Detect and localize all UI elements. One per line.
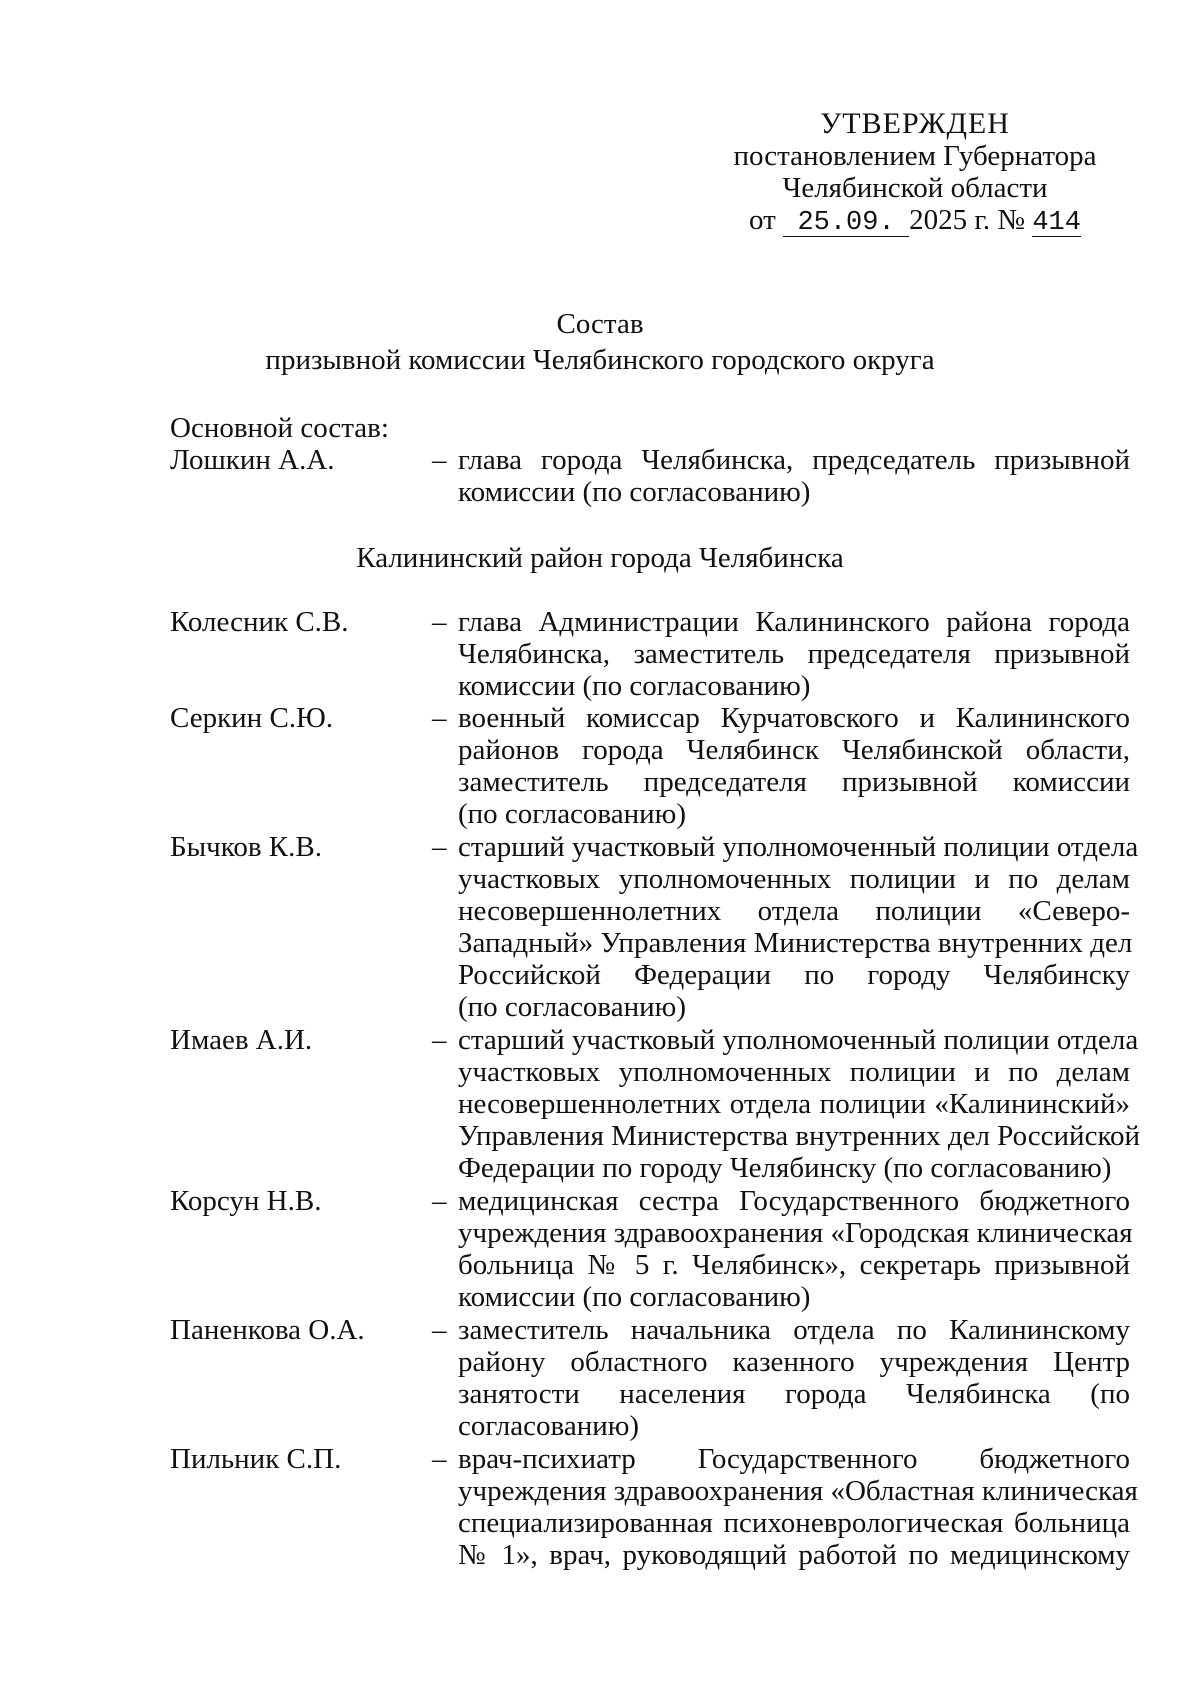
position-line: несовершеннолетних отдела полиции «Калининский» <box>458 1088 1130 1120</box>
dash: – <box>432 1185 447 1217</box>
approval-date-line <box>700 204 1130 236</box>
position-line: специализированная психоневрологическая больница <box>458 1507 1130 1539</box>
approval-title: УТВЕРЖДЕН <box>820 107 1010 140</box>
approval-block <box>700 108 1130 236</box>
dash: – <box>432 606 447 638</box>
member-position <box>458 1185 1133 1313</box>
member-name: Пильник С.П. <box>170 1443 342 1475</box>
date-prefix: от <box>749 204 776 236</box>
member-position <box>458 606 1130 702</box>
position-line: Западный» Управления Министерства внутренних дел <box>458 927 1133 959</box>
member-position <box>458 1314 1130 1442</box>
position-line: занятости населения города Челябинска (по <box>458 1378 1130 1410</box>
dash: – <box>432 1443 447 1475</box>
position-line: больница № 5 г. Челябинск», секретарь призывной <box>458 1249 1130 1281</box>
position-line: глава Администрации Калининского района города <box>458 606 1130 638</box>
document-subtitle: призывной комиссии Челябинского городского округа <box>265 344 935 376</box>
position-line: медицинская сестра Государственного бюджетного <box>458 1185 1130 1217</box>
position-line: району областного казенного учреждения Центр <box>458 1346 1130 1378</box>
member-name: Лошкин А.А. <box>170 444 335 476</box>
position-line: согласованию) <box>458 1410 640 1442</box>
position-line: (по согласованию) <box>458 798 686 830</box>
member-name: Паненкова О.А. <box>170 1314 365 1346</box>
position-line: № 1», врач, руководящий работой по медицинскому <box>458 1539 1130 1571</box>
member-position <box>458 1024 1141 1184</box>
position-line: врач-психиатр Государственного бюджетного <box>458 1443 1130 1475</box>
member-name: Имаев А.И. <box>170 1024 313 1056</box>
dash: – <box>432 444 447 476</box>
position-line: участковых уполномоченных полиции и по делам <box>458 863 1130 895</box>
document-heading <box>0 308 1200 380</box>
position-line: (по согласованию) <box>458 991 686 1023</box>
document-title: Состав <box>556 308 644 340</box>
dash: – <box>432 831 447 863</box>
member-name: Колесник С.В. <box>170 606 349 638</box>
dash: – <box>432 702 447 734</box>
position-line: участковых уполномоченных полиции и по делам <box>458 1056 1130 1088</box>
position-line: старший участковый уполномоченный полиции отдела <box>458 831 1139 863</box>
position-line: Российской Федерации по городу Челябинску <box>458 959 1130 991</box>
position-line: районов города Челябинск Челябинской области, <box>458 734 1130 766</box>
position-line: Челябинска, заместитель председателя призывной <box>458 638 1130 670</box>
position-line: учреждения здравоохранения «Городская клиническая <box>458 1217 1133 1249</box>
approval-year: 2025 г. № <box>909 204 1026 236</box>
district-title: Калининский район города Челябинска <box>356 542 844 574</box>
position-line: несовершеннолетних отдела полиции «Северо- <box>458 895 1130 927</box>
position-line: учреждения здравоохранения «Областная клиническая <box>458 1475 1138 1507</box>
position-line: Управления Министерства внутренних дел Российской <box>458 1120 1141 1152</box>
position-line: комиссии (по согласованию) <box>458 476 811 508</box>
member-position <box>458 444 1130 508</box>
dash: – <box>432 1314 447 1346</box>
member-name: Корсун Н.В. <box>170 1185 322 1217</box>
position-line: военный комиссар Курчатовского и Калининского <box>458 702 1130 734</box>
position-line: глава города Челябинска, председатель призывной <box>458 444 1130 476</box>
approval-line-2: Челябинской области <box>782 172 1048 204</box>
main-composition-label: Основной состав: <box>170 412 389 444</box>
member-name: Серкин С.Ю. <box>170 702 334 734</box>
member-position <box>458 702 1130 830</box>
position-line: заместитель председателя призывной комиссии <box>458 766 1130 798</box>
member-position <box>458 1443 1138 1571</box>
position-line: заместитель начальника отдела по Калининскому <box>458 1314 1130 1346</box>
approval-line-1: постановлением Губернатора <box>733 140 1097 172</box>
position-line: Федерации по городу Челябинску (по согласованию) <box>458 1152 1112 1184</box>
position-line: старший участковый уполномоченный полиции отдела <box>458 1024 1139 1056</box>
member-position <box>458 831 1139 1023</box>
position-line: комиссии (по согласованию) <box>458 1281 811 1313</box>
dash: – <box>432 1024 447 1056</box>
approval-date: 25.09. <box>783 210 909 237</box>
member-name: Бычков К.В. <box>170 831 322 863</box>
approval-number: 414 <box>1032 208 1081 238</box>
position-line: комиссии (по согласованию) <box>458 670 811 702</box>
